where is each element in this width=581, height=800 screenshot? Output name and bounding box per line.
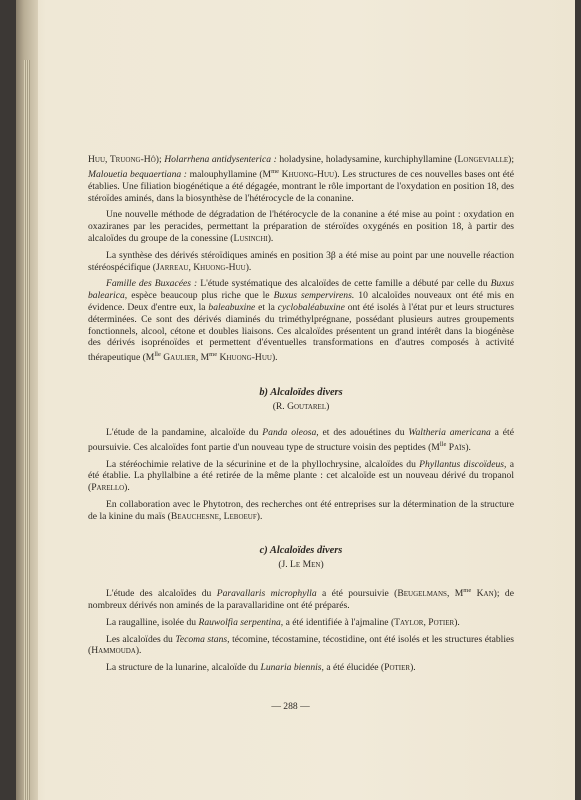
paragraph: L'étude des alcaloïdes du Paravallaris microphylla a été poursuivie (Beugelmans, $M^{me}$ Kan); de nombreux dérivés non aminés de la paravallaridine ont été préparés. [88, 587, 514, 612]
paragraph: Huu, Truong-Hô); Holarrhena antidysenterica : holadysine, holadysamine, kurchiphyllamine (Longevialle); Malouetia bequaertiana : malouphyllamine ($M^{me}$ Khuong-Huu). Les structures de ces nouvelles bases ont été établies. Une filiation biogénétique a été dégagée, montrant le rôle important de l'oxydation en position 18, des stéroïdes aminés, dans la biosynthèse de l'hétérocycle de la conanine. [88, 154, 514, 204]
paragraph: La raugalline, isolée du Rauwolfia serpentina, a été identifiée à l'ajmaline (Taylor, Potier). [106, 616, 460, 628]
section-heading: c) Alcaloïdes divers [259, 545, 343, 557]
page-number: — 288 — [271, 701, 310, 712]
paragraph: L'étude de la pandamine, alcaloïde du Panda oleosa, et des adouétines du Waltheria americana a été poursuivie. Ces alcaloïdes font partie d'un nouveau type de structure voisin des peptides ($M^{lle}$ Païs). [88, 426, 514, 453]
section-author: (J. Le Men) [278, 559, 324, 571]
paragraph: En collaboration avec le Phytotron, des recherches ont été entreprises sur la détermination de la structure de la kinine du maïs (Beauchesne, Leboeuf). [88, 498, 514, 522]
paragraph: Les alcaloïdes du Tecoma stans, técomine, técostamine, técostidine, ont été isolés et les structures établies (Hammouda). [88, 633, 515, 657]
body-text [88, 154, 514, 679]
section-b [88, 387, 514, 522]
section-c [88, 545, 514, 674]
paragraph: La stéréochimie relative de la sécurinine et de la phyllochrysine, alcaloïdes du Phyllantus discoïdeus, a été établie. La phyllalbine a été retirée de la même plante : cet alcaloïde est un nouveau dérivé du tropanol (Parello). [88, 458, 514, 494]
section-a-continuation [88, 154, 514, 364]
paragraph: La synthèse des dérivés stéroïdiques aminés en position 3β a été mise au point par une nouvelle réaction stéréospécifique (Jarreau, Khuong-Huu). [88, 249, 514, 273]
section-author: (R. Goutarel) [272, 400, 330, 412]
paragraph: La structure de la lunarine, alcaloïde du Lunaria biennis, a été élucidée (Potier). [106, 662, 416, 674]
page-edges [24, 60, 30, 800]
paragraph: Famille des Buxacées : L'étude systématique des alcaloïdes de cette famille a débuté par celle du Buxus balearica, espèce beaucoup plus riche que le Buxus sempervirens. 10 alcaloïdes nouveaux ont été mis en évidence. Deux d'entre eux, la baleabuxine et la cyclobaléabuxine ont été isolés à l'état pur et leurs structures déterminées. Ce sont des dérivés diaminés du triméthylprégnane, possédant plusieurs autres groupements fonctionnels, alcool, cétone et doubles liaisons. Ces alcaloïdes présentent un grand intérêt dans la biogénèse des dérivés isoprénoïdes et permettent d'éventuelles transformations en d'autres composés à activité thérapeutique ($M^{lle}$ Gaulier, $M^{me}$ Khuong-Huu). [88, 278, 515, 364]
paragraph: Une nouvelle méthode de dégradation de l'hétérocycle de la conanine a été mise au point : oxydation en oxaziranes par les peracides, permettant la préparation de stéroïdes oxygénés en position 18, à partir des alcaloïdes du groupe de la conessine (Lusinchi). [88, 209, 514, 244]
section-heading: b) Alcaloïdes divers [259, 387, 343, 399]
